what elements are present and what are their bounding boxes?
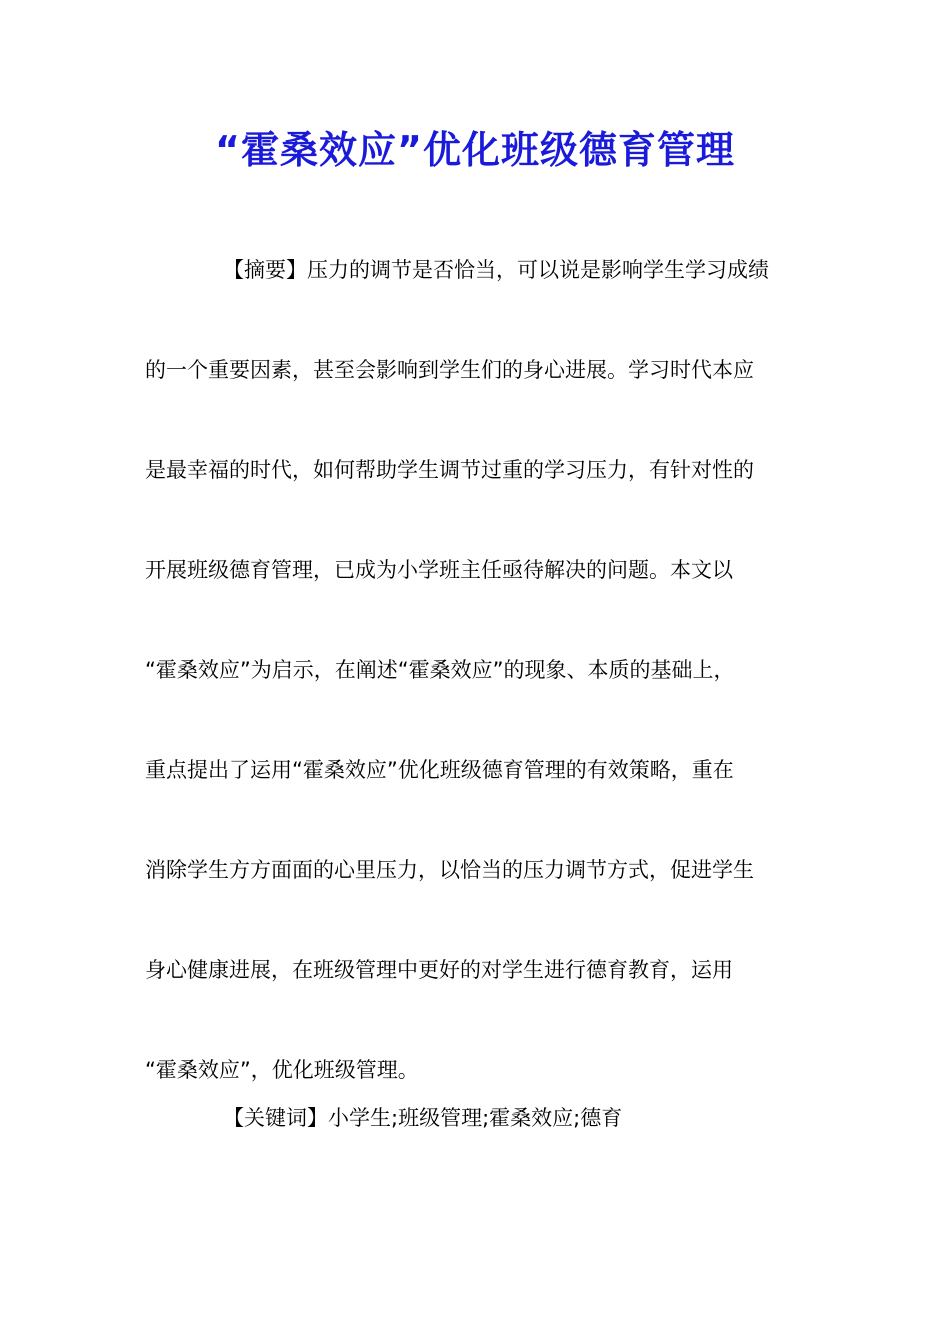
keywords-line: 【关键词】小学生;班级管理;霍桑效应;德育 bbox=[223, 1106, 623, 1130]
abstract-line: “霍桑效应”为启示，在阐述“霍桑效应”的现象、本质的基础上， bbox=[145, 658, 735, 682]
abstract-line: 重点提出了运用“霍桑效应”优化班级德育管理的有效策略，重在 bbox=[145, 758, 734, 782]
abstract-line: 的一个重要因素，甚至会影响到学生们的身心进展。学习时代本应 bbox=[145, 358, 754, 382]
abstract-line: 消除学生方方面面的心里压力，以恰当的压力调节方式，促进学生 bbox=[145, 858, 754, 882]
abstract-line: 身心健康进展，在班级管理中更好的对学生进行德育教育，运用 bbox=[145, 958, 733, 982]
abstract-line: “霍桑效应”，优化班级管理。 bbox=[145, 1058, 419, 1082]
abstract-line: 开展班级德育管理，已成为小学班主任亟待解决的问题。本文以 bbox=[145, 558, 733, 582]
abstract-paragraph bbox=[145, 220, 825, 1120]
abstract-line: 【摘要】压力的调节是否恰当，可以说是影响学生学习成绩 bbox=[223, 258, 769, 282]
abstract-line: 是最幸福的时代，如何帮助学生调节过重的学习压力，有针对性的 bbox=[145, 458, 754, 482]
document-title: “霍桑效应”优化班级德育管理 bbox=[215, 128, 735, 172]
